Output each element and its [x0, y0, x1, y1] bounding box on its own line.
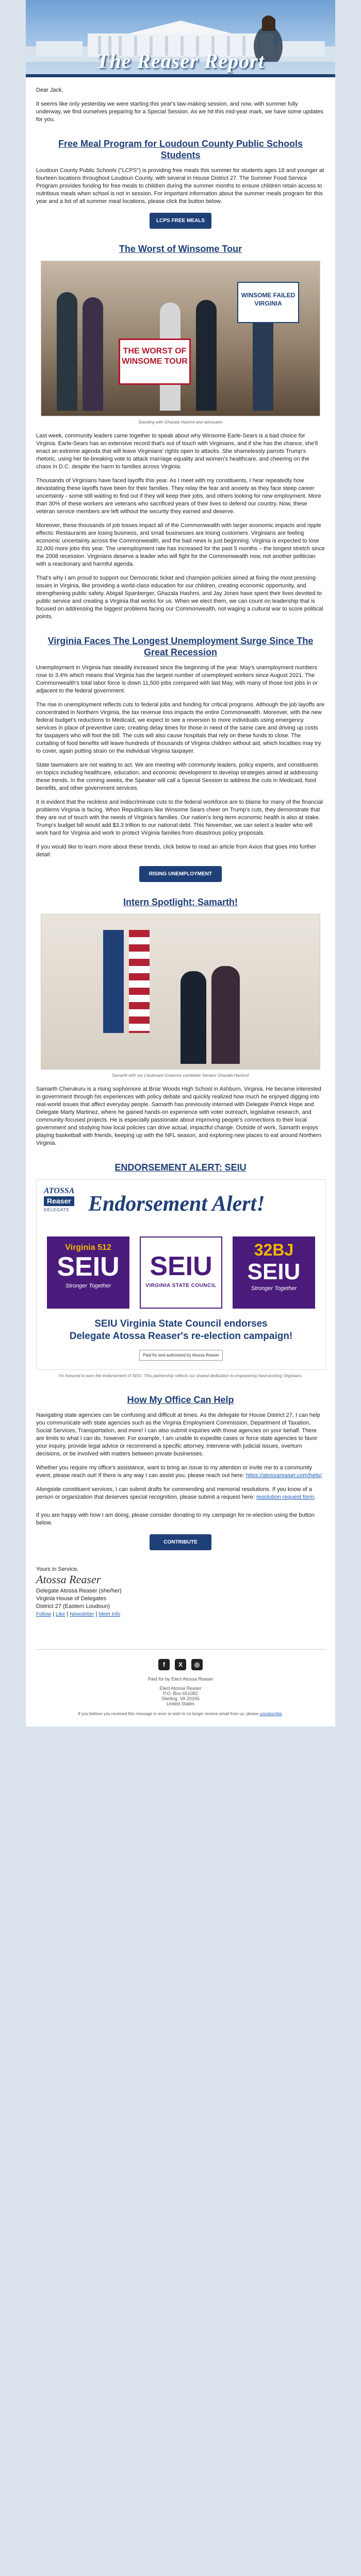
- greeting: Dear Jack,: [36, 87, 63, 93]
- section-title-seiu: ENDORSEMENT ALERT: SEIU: [114, 1162, 247, 1173]
- header-bar: [26, 74, 335, 77]
- x-twitter-icon[interactable]: X: [175, 1659, 186, 1670]
- section-title-tour: The Worst of Winsome Tour: [119, 244, 242, 254]
- seiu-caption: I'm honored to earn the endorsement of SEIU. This partnership reflects our shared dedication to empowering hard-working Virginians.: [58, 1374, 303, 1378]
- contribute-button[interactable]: CONTRIBUTE: [150, 1534, 211, 1550]
- email-container: [26, 0, 335, 1726]
- social-icons: [26, 1659, 335, 1670]
- section-title-meals: Free Meal Program for Loudoun County Public Schools Students: [58, 139, 303, 160]
- signoff: Yours in Service,: [36, 1566, 79, 1572]
- office-paragraph-3: [36, 1486, 325, 1501]
- section-title-intern: Intern Spotlight: Samarth!: [123, 897, 238, 907]
- seiu-32bj-tagline: Stronger Together: [251, 1285, 297, 1292]
- unemployment-paragraph-1: Unemployment in Virginia has steadily increased since the beginning of the year. May's unemployment numbers rose to 3.4% which means that Virginia has the largest number of unemployed workers since August 2021. The Commonwealth's total labor force is down 11,500 jobs compared with last May, with many of those lost jobs in or adjacent to the federal government.: [36, 665, 318, 694]
- person-silhouette: [180, 971, 206, 1064]
- person-silhouette: [196, 300, 217, 411]
- unsubscribe-end: .: [282, 1711, 283, 1716]
- intern-paragraph: Samarth Cherukuru is a rising sophomore at Briar Woods High School in Ashburn, Virginia. He became interested in government through his experiences with policy debate and quickly realized how much he enjoyed digging into real-world issues that affect everyday people. Samarth has previously interned with Delegate Patrick Hope and Delegate Marty Martinez, where he gained hands-on experience with voter outreach, legislative research, and community-focused projects. He is especially passionate about improving people's connections to their local government and studying how local policies can drive actual, impactful change. Outside of work, Samarth enjoys playing basketball with friends, keeping up with the NFL season, and exploring new places to eat around Northern Virginia.: [36, 1086, 321, 1146]
- delegate-name: Delegate Atossa Reaser (she/her): [36, 1588, 122, 1594]
- intern-photo: [41, 914, 320, 1070]
- section-title-office: How My Office Can Help: [127, 1395, 234, 1405]
- endorsement-line-2: Delegate Atossa Reaser's re-election campaign!: [69, 1331, 293, 1342]
- social-text-links: Follow | Like | Newsletter | Meet Info: [36, 1611, 121, 1617]
- seiu-32bj-logo: [233, 1236, 315, 1309]
- side-sign: WINSOME FAILED VIRGINIA: [237, 282, 299, 323]
- seiu-512-tagline: Stronger Together: [65, 1283, 111, 1289]
- endorsement-line-1: SEIU Virginia State Council endorses: [94, 1318, 268, 1329]
- meals-paragraph: Loudoun County Public Schools ("LCPS") is providing free meals this summer for students ages 18 and younger at fourteen locations throughout Loudoun County, with several in House District 27. The Summer Food Service Program provides funding for free meals to children during the summer months to ensure children retain access to nutritious meals when school is not in session. For important information about the summer meals program for this year and a list of all summer meal locations, please click the button below.: [36, 167, 324, 205]
- donate-paragraph: If you are happy with how I am doing, please consider donating to my campaign for re-election using the button below.: [36, 1512, 315, 1526]
- endorsement-statement: [37, 1318, 325, 1343]
- rising-unemployment-button[interactable]: RISING UNEMPLOYMENT: [139, 866, 222, 882]
- newsletter-header: [26, 0, 335, 77]
- delegate-role-1: Virginia House of Delegates: [36, 1596, 107, 1602]
- resolution-request-link[interactable]: resolution request form: [256, 1494, 315, 1500]
- seiu-512-label: Virginia 512: [65, 1243, 111, 1252]
- delegate-role-2: District 27 (Eastern Loudoun): [36, 1603, 110, 1609]
- meet-info-link[interactable]: Meet Info: [99, 1612, 121, 1617]
- help-page-link[interactable]: https://atossareaser.com/help/: [245, 1472, 322, 1479]
- facebook-icon[interactable]: f: [158, 1659, 170, 1670]
- lcps-free-meals-button[interactable]: LCPS FREE MEALS: [150, 213, 211, 229]
- seiu-state-council-logo: [140, 1236, 222, 1309]
- tour-photo: [41, 261, 320, 416]
- intern-photo-caption: Samarth with our Lieutenant Governor candidate Senator Ghazala Hashmi!: [111, 1073, 250, 1078]
- seiu-endorsement-graphic: [36, 1179, 326, 1370]
- unemployment-paragraph-3: State lawmakers are not waiting to act. We are meeting with community leaders, policy experts, and constituents on topics including healthcare, education, and economic development to develop strategies aimed at addressing these trends. In the coming weeks, the Speaker will call a Special Session to address the cuts in Medicaid, food benefits, and other government services.: [36, 762, 318, 791]
- intro-paragraph: It seems like only yesterday we were starting this year's law-making session, and now, with summer fully underway, we find ourselves preparing for a Special Session. As we hit this mid-year mark, we have some updates for you.: [36, 101, 323, 123]
- seiu-512-logo: [47, 1236, 129, 1309]
- seiu-32bj-wordmark: SEIU: [247, 1259, 301, 1284]
- seiu-512-wordmark: SEIU: [57, 1252, 120, 1282]
- paid-for-box: [37, 1350, 325, 1361]
- paid-for-disclaimer: Paid for and authorized by Atossa Reaser: [139, 1350, 223, 1361]
- campaign-logo-reaser: Reaser: [44, 1196, 74, 1206]
- flag: [129, 930, 150, 1033]
- signature: Atossa Reaser: [36, 1573, 101, 1586]
- office-p2-text: Whether you require my office's assistance, want to bring an issue to my attention or invite me to a community event, please reach out! If there is any way I can assist you, please reach out here:: [36, 1465, 313, 1479]
- tour-photo-caption: Standing with Ghazala Hashmi and advocates: [138, 420, 223, 425]
- newsletter-body: [26, 77, 335, 1649]
- person-silhouette: [57, 292, 77, 411]
- footer-address-1: P.O. Box 651082: [163, 1691, 198, 1696]
- endorsement-headline: Endorsement Alert!: [88, 1192, 265, 1216]
- campaign-logo-atossa: ATOSSA: [44, 1187, 75, 1195]
- footer-org: Elect Atossa Reaser: [159, 1686, 202, 1691]
- unemployment-paragraph-5: If you would like to learn more about these trends, click below to read an article from Axios that goes into further detail:: [36, 844, 316, 858]
- like-link[interactable]: Like: [55, 1612, 65, 1617]
- seiu-council-wordmark: SEIU: [150, 1251, 212, 1281]
- unemployment-paragraph-4: It is evident that the reckless and indiscriminate cuts to the federal workforce are to blame for many of the financial problems Virginia is facing. When Republicans like Winsome Sears cheer on Trump's cuts, they demonstrate that they are out of touch with the needs of Virginia's families. Our nation's long-term economic health is also at stake. Trump's budget bill would add $3.3 trillion to our national debt. This November, we can select a leader who will work hard for Virginia and work to protect Virginia families from disastrous policy proposals.: [36, 799, 323, 836]
- tour-paragraph-2: Thousands of Virginians have faced layoffs this year. As I meet with my constituents, I hear repeatedly how devastating these layoffs have been for their families. They relay the fear and anxiety as they face steep career uncertainty - some still waiting to find out if they will keep their jobs, and others looking for new employment. More than 30% of these workers are veterans who sacrificed years of their lives to defend our country. Now, these veteran service members are left without the security they earned and deserve.: [36, 478, 321, 515]
- campaign-logo-delegate: DELEGATE: [44, 1208, 70, 1212]
- person-silhouette: [211, 966, 240, 1064]
- footer-address-2: Sterling, VA 20165: [161, 1696, 200, 1701]
- newsletter-footer: [26, 1650, 335, 1726]
- flag: [103, 930, 124, 1033]
- seiu-32bj-label: 32BJ: [254, 1241, 294, 1259]
- unsubscribe-link[interactable]: unsubscribe: [259, 1711, 282, 1716]
- office-p3-text: Alongside constituent services, I can submit drafts for commending and memorial resolutions. If you know of a person or organization that deserves special recognition, please submit a request here:: [36, 1486, 312, 1500]
- paid-for-footer: Paid for by Elect Atossa Reaser: [147, 1676, 214, 1682]
- seiu-council-label: VIRGINIA STATE COUNCIL: [145, 1283, 217, 1289]
- person-silhouette: [83, 297, 103, 411]
- tour-sign: THE WORST OF WINSOME TOUR: [119, 338, 191, 385]
- newsletter-link[interactable]: Newsletter: [70, 1612, 94, 1617]
- unsubscribe-notice: [26, 1711, 335, 1716]
- tour-paragraph-4: That's why I am proud to support our Democratic ticket and champion policies aimed at fixing the most pressing issues in Virginia, like providing a world-class education for our children, creating economic opportunity, and strengthening public safety. Abigail Spanberger, Ghazala Hashmi, and Jay Jones have spent their lives devoted to public service and creating a Virginia that works for us. When we elect them, we can count on leadership that is focused on addressing the biggest problems facing our Commonwealth, not waging a cultural war to score political points.: [36, 575, 323, 620]
- office-p2-end: .: [321, 1472, 323, 1479]
- footer-country: United States: [166, 1701, 195, 1706]
- tour-paragraph-1: Last week, community leaders came together to speak about why Winsome Earle-Sears is a bad choice for Virginia. Earle-Sears has an extensive record that's out of touch with Virginians, and if she has the chance, she'll enact an extreme agenda that will leave Virginians' rights open to attacks. She shamelessly parrots Trump's rhetoric, using her tie-breaking vote to attack marriage equality and women's healthcare, and cheering on the chaos in D.C. despite the harm to families across Virginia.: [36, 433, 318, 470]
- tour-paragraph-3: Moreover, these thousands of job losses impact all of the Commonwealth with larger economic impacts and ripple effects: Restaurants are losing business, and small businesses are losing customers. Virginians are feeling economic uncertainty across the Commonwealth, and the bad news is just beginning: Virginia is expected to lose 32,000 more jobs this year. The unemployment rate has increased for the past 5 months – the longest stretch since the 2008 recession. Virginians deserve a leader who will fight for the Commonwealth now, not another politician with a reactionary and harmful agenda.: [36, 522, 325, 567]
- unsubscribe-text: If you believe you received this message in error or wish to no longer receive email from us, please: [78, 1711, 260, 1716]
- section-title-unemployment: Virginia Faces The Longest Unemployment Surge Since The Great Recession: [47, 636, 314, 657]
- office-paragraph-1: Navigating state agencies can be confusing and difficult at times. As the delegate for House District 27, I can help you communicate with state agencies such as the Virginia Employment Commission, Department of Taxation, Social Services, Transportation, and more! I can also submit inquiries with those agencies on your behalf. There are limits to what I can do, however. For example, I am unable to expedite cases or force state agencies to favor your inquiry, provide legal advice or recommend a specific attorney, intervene with judicial issues, overturn decisions, or be involved with matters between private businesses.: [36, 1412, 320, 1457]
- unemployment-paragraph-2: The rise in unemployment reflects cuts to federal jobs and funding for critical programs. Although the job layoffs are concentrated in Northern Virginia, the tax revenue loss impacts the entire Commonwealth. Moreover, with the new federal budget's reductions to Medicaid, we expect to see a reversion to more individuals using emergency services in place of preventive care, creating delay times for those in need of the same care and driving up costs for taxpayers who will foot the bill. The cuts will also cause hospitals that rely on these funds to close. The curtailing of food benefits will leave hundreds of thousands of Virginia children without aid, which localities may try to cover, again putting strain on the individual Virginia taxpayer.: [36, 702, 325, 754]
- office-p3-end: .: [314, 1494, 316, 1500]
- campaign-logo: [44, 1187, 80, 1218]
- follow-link[interactable]: Follow: [36, 1612, 51, 1617]
- newsletter-title: The Reaser Report: [96, 49, 265, 73]
- instagram-icon[interactable]: ◎: [191, 1659, 203, 1670]
- office-paragraph-2: [36, 1464, 325, 1480]
